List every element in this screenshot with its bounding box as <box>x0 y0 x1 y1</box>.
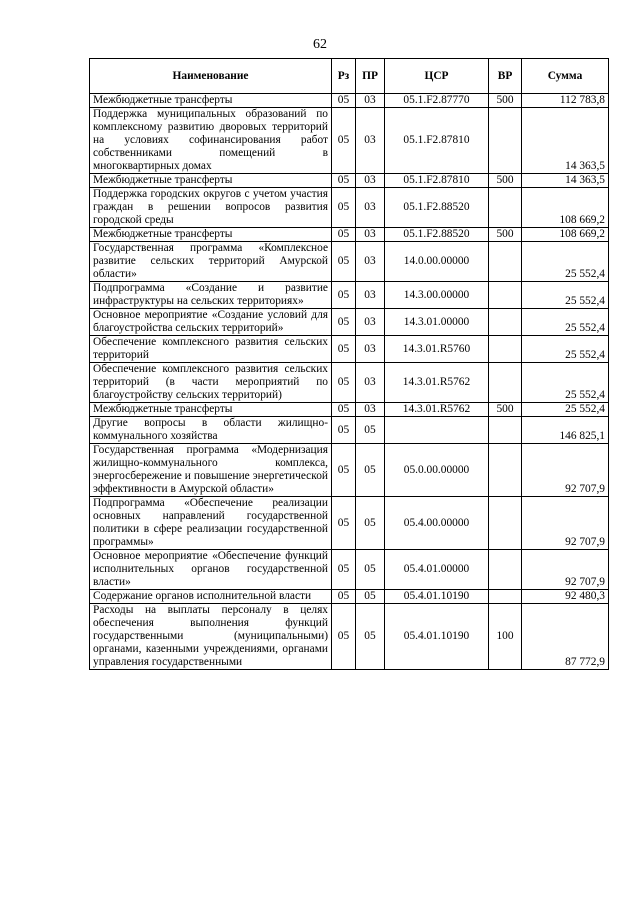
cell-vr <box>489 590 522 604</box>
cell-name: Поддержка муниципальных образований по комплексному развитию дворовых территорий на условиях софинансирования работ собственниками помещений в многоквартирных домах <box>90 108 332 174</box>
cell-rz: 05 <box>332 550 356 590</box>
cell-pr: 05 <box>356 604 385 670</box>
cell-pr: 03 <box>356 403 385 417</box>
cell-pr: 05 <box>356 444 385 497</box>
table-row <box>90 444 609 497</box>
cell-vr <box>489 282 522 309</box>
budget-table <box>89 58 609 670</box>
cell-sum: 108 669,2 <box>522 188 609 228</box>
cell-vr: 500 <box>489 228 522 242</box>
cell-csr: 05.4.01.10190 <box>385 604 489 670</box>
cell-csr: 05.4.00.00000 <box>385 497 489 550</box>
cell-csr: 05.1.F2.87810 <box>385 174 489 188</box>
cell-vr: 500 <box>489 94 522 108</box>
cell-rz: 05 <box>332 417 356 444</box>
cell-sum: 87 772,9 <box>522 604 609 670</box>
cell-pr: 03 <box>356 174 385 188</box>
header-name: Наименование <box>90 59 332 94</box>
cell-sum: 14 363,5 <box>522 108 609 174</box>
header-pr: ПР <box>356 59 385 94</box>
cell-pr: 03 <box>356 228 385 242</box>
cell-csr: 14.3.01.R5762 <box>385 363 489 403</box>
cell-rz: 05 <box>332 336 356 363</box>
cell-vr: 500 <box>489 403 522 417</box>
table-row <box>90 309 609 336</box>
table-row <box>90 363 609 403</box>
cell-sum: 92 480,3 <box>522 590 609 604</box>
cell-rz: 05 <box>332 403 356 417</box>
cell-csr: 05.0.00.00000 <box>385 444 489 497</box>
cell-name: Обеспечение комплексного развития сельских территорий <box>90 336 332 363</box>
cell-vr <box>489 497 522 550</box>
table-row <box>90 174 609 188</box>
cell-sum: 25 552,4 <box>522 282 609 309</box>
table-row <box>90 590 609 604</box>
cell-rz: 05 <box>332 497 356 550</box>
cell-rz: 05 <box>332 363 356 403</box>
cell-vr <box>489 108 522 174</box>
cell-name: Подпрограмма «Создание и развитие инфраструктуры на сельских территориях» <box>90 282 332 309</box>
cell-vr <box>489 444 522 497</box>
table-row <box>90 242 609 282</box>
cell-pr: 03 <box>356 188 385 228</box>
cell-rz: 05 <box>332 188 356 228</box>
cell-csr: 14.3.01.00000 <box>385 309 489 336</box>
cell-pr: 03 <box>356 309 385 336</box>
cell-sum: 146 825,1 <box>522 417 609 444</box>
cell-pr: 05 <box>356 590 385 604</box>
cell-sum: 92 707,9 <box>522 444 609 497</box>
table-header-row <box>90 59 609 94</box>
cell-rz: 05 <box>332 174 356 188</box>
cell-pr: 05 <box>356 550 385 590</box>
cell-vr <box>489 242 522 282</box>
table-row <box>90 497 609 550</box>
table-row <box>90 403 609 417</box>
table-row <box>90 188 609 228</box>
page-number: 62 <box>313 37 327 52</box>
cell-sum: 25 552,4 <box>522 403 609 417</box>
cell-pr: 03 <box>356 242 385 282</box>
cell-name: Основное мероприятие «Обеспечение функций исполнительных органов государственной власти» <box>90 550 332 590</box>
cell-vr <box>489 363 522 403</box>
cell-name: Содержание органов исполнительной власти <box>90 590 332 604</box>
cell-rz: 05 <box>332 282 356 309</box>
cell-vr <box>489 309 522 336</box>
cell-name: Государственная программа «Комплексное развитие сельских территорий Амурской области» <box>90 242 332 282</box>
cell-vr <box>489 336 522 363</box>
cell-pr: 03 <box>356 363 385 403</box>
cell-pr: 05 <box>356 497 385 550</box>
table-row <box>90 604 609 670</box>
cell-csr: 05.4.01.00000 <box>385 550 489 590</box>
cell-rz: 05 <box>332 444 356 497</box>
cell-rz: 05 <box>332 309 356 336</box>
cell-sum: 25 552,4 <box>522 336 609 363</box>
cell-csr: 05.1.F2.88520 <box>385 188 489 228</box>
table-row <box>90 228 609 242</box>
cell-name: Межбюджетные трансферты <box>90 94 332 108</box>
cell-vr <box>489 417 522 444</box>
cell-name: Обеспечение комплексного развития сельских территорий (в части мероприятий по благоустройству сельских территорий) <box>90 363 332 403</box>
table-row <box>90 108 609 174</box>
cell-sum: 92 707,9 <box>522 550 609 590</box>
cell-csr: 14.3.01.R5762 <box>385 403 489 417</box>
table-row <box>90 417 609 444</box>
cell-rz: 05 <box>332 604 356 670</box>
cell-name: Подпрограмма «Обеспечение реализации основных направлений государственной политики в сфере реализации государственной программы» <box>90 497 332 550</box>
cell-rz: 05 <box>332 228 356 242</box>
cell-vr <box>489 550 522 590</box>
cell-rz: 05 <box>332 108 356 174</box>
cell-vr <box>489 188 522 228</box>
table-row <box>90 94 609 108</box>
cell-name: Расходы на выплаты персоналу в целях обеспечения выполнения функций государственными (муниципальными) органами, казенными учреждениями, органами управления государственными <box>90 604 332 670</box>
cell-sum: 25 552,4 <box>522 363 609 403</box>
cell-sum: 25 552,4 <box>522 309 609 336</box>
cell-name: Межбюджетные трансферты <box>90 228 332 242</box>
cell-pr: 05 <box>356 417 385 444</box>
cell-sum: 25 552,4 <box>522 242 609 282</box>
cell-name: Государственная программа «Модернизация жилищно-коммунального комплекса, энергосбережение и повышение энергетической эффективности в Амурской области» <box>90 444 332 497</box>
cell-name: Поддержка городских округов с учетом участия граждан в решении вопросов развития городской среды <box>90 188 332 228</box>
cell-sum: 112 783,8 <box>522 94 609 108</box>
header-csr: ЦСР <box>385 59 489 94</box>
cell-rz: 05 <box>332 242 356 282</box>
cell-rz: 05 <box>332 590 356 604</box>
cell-name: Основное мероприятие «Создание условий для благоустройства сельских территорий» <box>90 309 332 336</box>
cell-csr: 05.1.F2.87810 <box>385 108 489 174</box>
cell-sum: 108 669,2 <box>522 228 609 242</box>
header-sum: Сумма <box>522 59 609 94</box>
cell-csr: 05.4.01.10190 <box>385 590 489 604</box>
cell-vr: 500 <box>489 174 522 188</box>
cell-name: Другие вопросы в области жилищно-коммунального хозяйства <box>90 417 332 444</box>
cell-csr: 14.0.00.00000 <box>385 242 489 282</box>
cell-name: Межбюджетные трансферты <box>90 403 332 417</box>
cell-csr <box>385 417 489 444</box>
cell-vr: 100 <box>489 604 522 670</box>
cell-name: Межбюджетные трансферты <box>90 174 332 188</box>
header-vr: ВР <box>489 59 522 94</box>
header-rz: Рз <box>332 59 356 94</box>
cell-csr: 14.3.01.R5760 <box>385 336 489 363</box>
cell-pr: 03 <box>356 336 385 363</box>
cell-rz: 05 <box>332 94 356 108</box>
cell-csr: 05.1.F2.88520 <box>385 228 489 242</box>
cell-pr: 03 <box>356 282 385 309</box>
cell-csr: 05.1.F2.87770 <box>385 94 489 108</box>
cell-sum: 14 363,5 <box>522 174 609 188</box>
table-row <box>90 336 609 363</box>
cell-csr: 14.3.00.00000 <box>385 282 489 309</box>
cell-sum: 92 707,9 <box>522 497 609 550</box>
table-row <box>90 282 609 309</box>
table-body <box>90 94 609 670</box>
cell-pr: 03 <box>356 108 385 174</box>
table-row <box>90 550 609 590</box>
cell-pr: 03 <box>356 94 385 108</box>
